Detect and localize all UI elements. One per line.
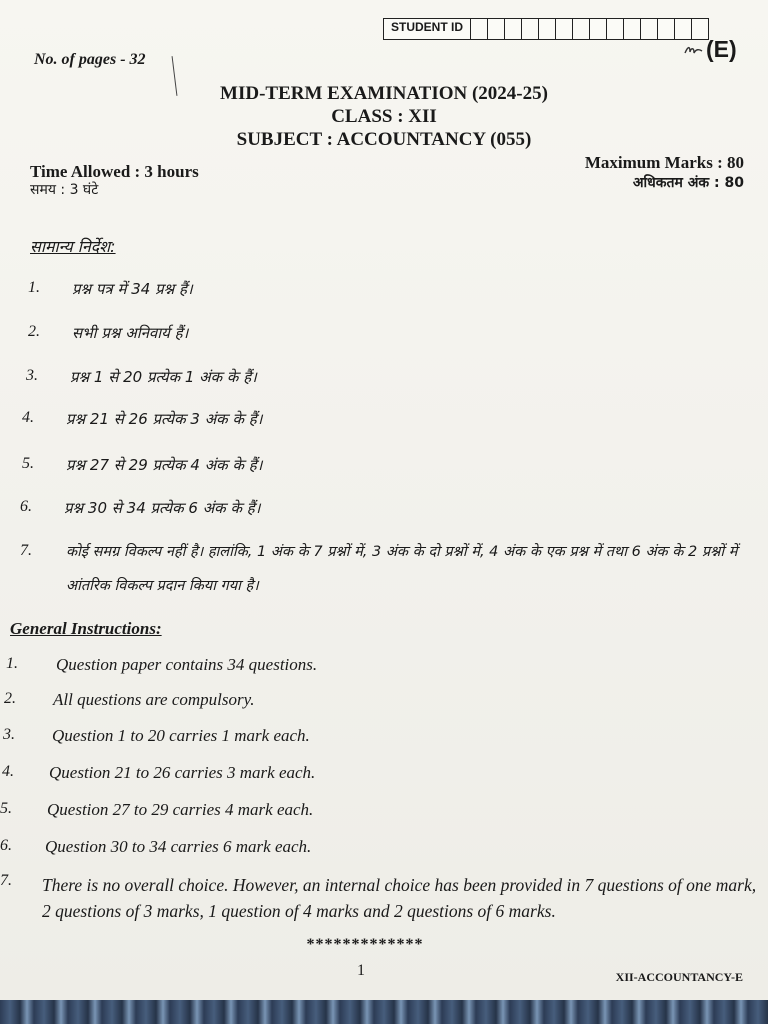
student-id-cell: [539, 19, 556, 39]
item-text: There is no overall choice. However, an internal choice has been provided in 7 questions of one mark, 2 questions of 3 marks, 1 question of 4 marks and 2 questions of 6 marks.: [42, 875, 757, 921]
time-allowed-hi: समय : 3 घंटे: [30, 182, 99, 198]
student-id-label: STUDENT ID: [384, 19, 471, 39]
student-id-cell: [658, 19, 675, 39]
hindi-instructions-heading: सामान्य निर्देश:: [30, 237, 116, 256]
number-of-pages: No. of pages - 32: [34, 51, 146, 68]
student-id-cell: [556, 19, 573, 39]
item-text: All questions are compulsory.: [53, 690, 255, 709]
student-id-cell: [590, 19, 607, 39]
general-instructions-heading: General Instructions:: [10, 619, 162, 638]
subject-title: SUBJECT : ACCOUNTANCY (055): [236, 129, 532, 150]
student-id-cell: [471, 19, 488, 39]
scribble-icon: [684, 42, 704, 58]
item-text: Question 21 to 26 carries 3 mark each.: [49, 763, 316, 782]
student-id-cell: [573, 19, 590, 39]
item-text: Question 1 to 20 carries 1 mark each.: [52, 726, 310, 745]
maximum-marks-hi: अधिकतम अंक : 80: [632, 175, 744, 191]
item-text: सभी प्रश्न अनिवार्य हैं।: [72, 324, 189, 342]
item-number: 5.: [22, 455, 34, 472]
item-number: 7.: [0, 872, 12, 889]
set-code: [684, 36, 737, 63]
item-number: 1.: [28, 279, 40, 296]
student-id-box: [383, 18, 709, 40]
item-number: 7.: [20, 542, 32, 559]
maximum-marks-en: Maximum Marks : 80: [584, 153, 744, 172]
item-number: 2.: [28, 323, 40, 340]
item-text: प्रश्न पत्र में 34 प्रश्न हैं।: [72, 280, 193, 298]
student-id-cell: [522, 19, 539, 39]
item-text: प्रश्न 27 से 29 प्रत्येक 4 अंक के हैं।: [66, 456, 263, 474]
item-number: 3.: [3, 726, 15, 743]
set-code-label: (E): [706, 36, 737, 62]
item-number: 6.: [20, 498, 32, 515]
student-id-cell: [624, 19, 641, 39]
time-allowed: [30, 162, 199, 200]
item-text: कोई समग्र विकल्प नहीं है। हालांकि, 1 अंक के 7 प्रश्नों में, 3 अंक के दो प्रश्नों में, 4 अंक के एक प्रश्न में तथा 6 अंक के 2 प्रश्नों में आंतरिक विकल्प प्रदान किया गया है।: [66, 544, 738, 594]
maximum-marks: [585, 153, 744, 193]
student-id-cell: [488, 19, 505, 39]
paper-code: XII-ACCOUNTANCY-E: [615, 970, 743, 984]
item-text: प्रश्न 21 से 26 प्रत्येक 3 अंक के हैं।: [66, 410, 263, 428]
item-number: 4.: [2, 763, 14, 780]
class-title: CLASS : XII: [331, 106, 437, 127]
item-number: 6.: [0, 837, 12, 854]
student-id-cell: [505, 19, 522, 39]
item-text: Question paper contains 34 questions.: [56, 655, 318, 674]
item-text: प्रश्न 30 से 34 प्रत्येक 6 अंक के हैं।: [64, 499, 261, 517]
exam-title: MID-TERM EXAMINATION (2024-25): [220, 83, 548, 104]
desk-background-strip: [0, 1000, 768, 1024]
item-number: 3.: [26, 367, 38, 384]
time-allowed-en: Time Allowed : 3 hours: [30, 162, 199, 181]
item-number: 5.: [0, 800, 12, 817]
item-text: Question 27 to 29 carries 4 mark each.: [47, 800, 314, 819]
stars-divider: *************: [306, 936, 424, 953]
item-text: Question 30 to 34 carries 6 mark each.: [45, 837, 312, 856]
item-number: 4.: [22, 409, 34, 426]
item-text: प्रश्न 1 से 20 प्रत्येक 1 अंक के हैं।: [70, 368, 257, 386]
student-id-cell: [607, 19, 624, 39]
item-number: 1.: [6, 655, 18, 672]
page-number: 1: [357, 962, 365, 979]
item-number: 2.: [4, 690, 16, 707]
student-id-cell: [641, 19, 658, 39]
